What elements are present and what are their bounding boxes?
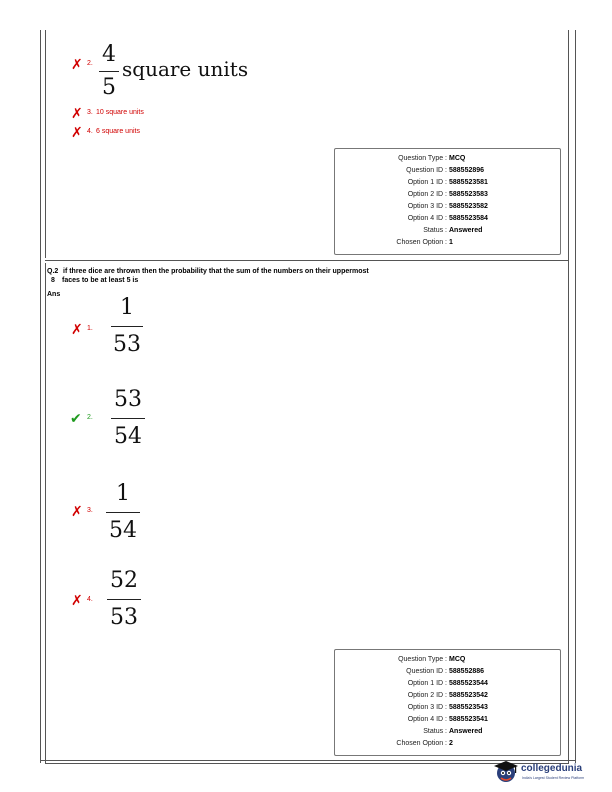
option-index: 3. bbox=[87, 507, 93, 514]
left-border-inner bbox=[45, 30, 46, 258]
numerator: 1 bbox=[120, 295, 134, 320]
logo-wordmark: collegedunia bbox=[521, 763, 583, 774]
denominator: 5 bbox=[102, 75, 116, 100]
info-value: 1 bbox=[449, 239, 453, 246]
fraction-bar bbox=[99, 71, 119, 72]
wrong-cross-icon: ✗ bbox=[71, 592, 83, 608]
info-value: 5885523581 bbox=[449, 179, 488, 186]
left-border bbox=[40, 30, 41, 763]
option-index: 3. bbox=[87, 109, 93, 116]
info-value: 588552896 bbox=[449, 167, 485, 174]
right-border bbox=[568, 30, 569, 763]
info-label: Option 4 ID : bbox=[407, 716, 447, 723]
wrong-cross-icon: ✗ bbox=[71, 105, 83, 121]
info-label: Status : bbox=[423, 227, 447, 234]
info-label: Option 3 ID : bbox=[407, 203, 447, 210]
denominator: 54 bbox=[114, 424, 142, 449]
info-value: 5885523583 bbox=[449, 191, 488, 198]
info-label: Status : bbox=[423, 728, 447, 735]
wrong-cross-icon: ✗ bbox=[71, 56, 83, 72]
info-label: Chosen Option : bbox=[396, 239, 447, 246]
q2-left-border bbox=[45, 263, 46, 763]
info-value: 5885523584 bbox=[449, 215, 488, 222]
info-label: Chosen Option : bbox=[396, 740, 447, 747]
info-value: Answered bbox=[449, 227, 483, 234]
denominator: 53 bbox=[113, 332, 141, 357]
correct-check-icon: ✔ bbox=[70, 410, 82, 426]
info-value: 5885523543 bbox=[449, 704, 488, 711]
info-label: Option 1 ID : bbox=[407, 179, 447, 186]
wrong-cross-icon: ✗ bbox=[71, 503, 83, 519]
option-index: 2. bbox=[87, 60, 93, 67]
fraction bbox=[99, 44, 119, 99]
fraction-bar bbox=[107, 599, 141, 600]
fraction-bar bbox=[106, 512, 140, 513]
graduation-cap-icon bbox=[492, 757, 520, 785]
info-label: Question Type : bbox=[398, 155, 447, 162]
question-text-line-2: faces to be at least 5 is bbox=[62, 277, 139, 284]
info-label: Option 2 ID : bbox=[407, 692, 447, 699]
right-border-outer bbox=[575, 30, 576, 763]
option-text: 6 square units bbox=[96, 128, 140, 135]
logo-tagline: India's Largest Student Review Platform bbox=[522, 776, 585, 780]
info-value: 5885523541 bbox=[449, 716, 488, 723]
info-value: 2 bbox=[449, 740, 453, 747]
numerator: 52 bbox=[110, 568, 138, 593]
info-value: MCQ bbox=[449, 656, 466, 663]
info-value: 5885523542 bbox=[449, 692, 488, 699]
info-label: Question ID : bbox=[406, 668, 447, 675]
denominator: 54 bbox=[109, 518, 137, 543]
collegedunia-logo bbox=[492, 757, 606, 785]
option-index: 4. bbox=[87, 128, 93, 135]
info-label: Question Type : bbox=[398, 656, 447, 663]
wrong-cross-icon: ✗ bbox=[71, 124, 83, 140]
info-value: 588552886 bbox=[449, 668, 485, 675]
info-label: Option 2 ID : bbox=[407, 191, 447, 198]
option-index: 1. bbox=[87, 325, 93, 332]
section-divider bbox=[45, 260, 569, 261]
info-value: 5885523544 bbox=[449, 680, 488, 687]
option-text: 10 square units bbox=[96, 109, 144, 116]
option-index: 4. bbox=[87, 596, 93, 603]
option-index: 2. bbox=[87, 414, 93, 421]
fraction bbox=[111, 297, 143, 356]
question-info-box bbox=[334, 148, 561, 255]
question-text-line-1: if three dice are thrown then the probability that the sum of the numbers on their uppermost bbox=[63, 268, 369, 275]
info-label: Option 1 ID : bbox=[407, 680, 447, 687]
denominator: 53 bbox=[110, 605, 138, 630]
fraction bbox=[111, 389, 145, 448]
question-info-box bbox=[334, 649, 561, 756]
ans-label: Ans bbox=[47, 291, 61, 298]
info-label: Question ID : bbox=[406, 167, 447, 174]
numerator: 4 bbox=[102, 42, 116, 67]
question-text-number: 8 bbox=[51, 277, 55, 284]
question-number: Q.2 bbox=[47, 268, 59, 275]
fraction bbox=[106, 483, 140, 542]
fraction-bar bbox=[111, 326, 143, 327]
info-value: Answered bbox=[449, 728, 483, 735]
option-text: square units bbox=[122, 57, 249, 81]
info-value: 5885523582 bbox=[449, 203, 488, 210]
fraction-bar bbox=[111, 418, 145, 419]
wrong-cross-icon: ✗ bbox=[71, 321, 83, 337]
numerator: 53 bbox=[114, 387, 142, 412]
info-label: Option 3 ID : bbox=[407, 704, 447, 711]
info-value: MCQ bbox=[449, 155, 466, 162]
bottom-divider-2 bbox=[45, 763, 569, 764]
info-label: Option 4 ID : bbox=[407, 215, 447, 222]
fraction bbox=[107, 570, 141, 629]
numerator: 1 bbox=[116, 481, 130, 506]
